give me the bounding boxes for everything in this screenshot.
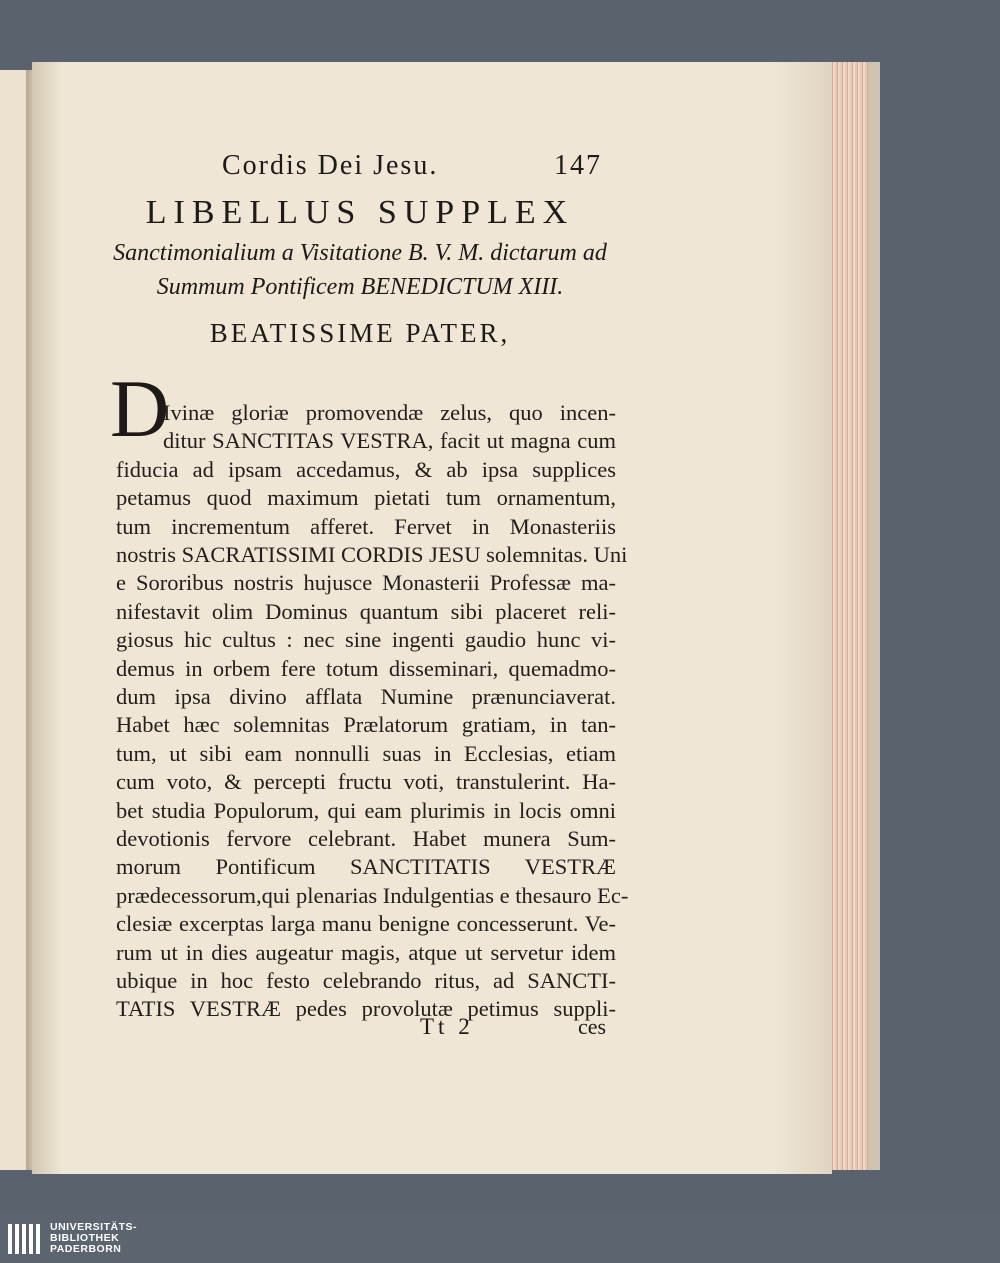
subtitle-line: Sanctimonialium a Visitatione B. V. M. dictarum ad <box>113 240 607 266</box>
body-line: petamus quod maximum pietati tum ornamentum, <box>116 485 616 511</box>
body-line: tum incrementum afferet. Fervet in Monasteriis <box>116 513 616 539</box>
subtitle-line: Summum Pontificem BENEDICTUM XIII. <box>156 274 564 300</box>
logo-line: PADERBORN <box>50 1243 122 1255</box>
signature-mark: Tt 2 <box>420 1014 474 1039</box>
drop-cap: D <box>110 363 170 454</box>
catchword: ces <box>578 1014 607 1039</box>
body-line: bet studia Populorum, qui eam plurimis in locis omni <box>116 797 616 823</box>
body-line: nifestavit olim Dominus quantum sibi placeret reli- <box>116 598 616 624</box>
footer-bar <box>0 1212 1000 1263</box>
body-line: ubique in hoc festo celebrando ritus, ad SANCTI- <box>116 968 616 993</box>
body-line: giosus hic cultus : nec sine ingenti gaudio hunc vi- <box>116 627 616 653</box>
running-header <box>222 150 602 190</box>
body-line: Ivinæ gloriæ promovendæ zelus, quo incen- <box>163 400 616 425</box>
body-line: nostris SACRATISSIMI CORDIS JESU solemnitas. Uni <box>116 542 628 567</box>
body-line: dum ipsa divino afflata Numine prænunciaverat. <box>116 684 616 709</box>
body-line: ditur SANCTITAS VESTRA, facit ut magna cum <box>163 428 616 454</box>
body-line: devotionis fervore celebrant. Habet munera Sum- <box>116 826 616 851</box>
body-line: prædecessorum,qui plenarias Indulgentias e thesauro Ec- <box>116 882 629 908</box>
library-logo-text <box>50 1222 137 1255</box>
salutation: BEATISSIME PATER, <box>209 318 511 348</box>
body-line: tum, ut sibi eam nonnulli suas in Ecclesias, etiam <box>116 740 616 766</box>
body-line: demus in orbem fere totum disseminari, quemadmo- <box>116 655 616 681</box>
body-line: morum Pontificum SANCTITATIS VESTRÆ <box>116 854 616 880</box>
body-line: e Sororibus nostris hujusce Monasterii Professæ ma- <box>116 570 616 596</box>
body-line: cum voto, & percepti fructu voti, transtulerint. Ha- <box>116 769 616 795</box>
body-line: rum ut in dies augeatur magis, atque ut servetur idem <box>116 939 616 965</box>
document-title: LIBELLUS SUPPLEX <box>145 194 575 231</box>
document-subtitle <box>100 236 620 304</box>
logo-line: BIBLIOTHEK <box>50 1232 120 1244</box>
running-title: Cordis Dei Jesu. <box>222 150 439 181</box>
page-number: 147 <box>554 150 602 181</box>
logo-line: UNIVERSITÄTS- <box>50 1221 138 1233</box>
library-logo-icon <box>8 1224 40 1254</box>
body-line: clesiæ excerptas larga manu benigne concesserunt. Ve- <box>116 911 616 937</box>
body-line: Habet hæc solemnitas Prælatorum gratiam, in tan- <box>116 712 616 738</box>
body-line: TATIS VESTRÆ pedes provolutæ petimus suppli- <box>116 996 616 1022</box>
body-line: fiducia ad ipsam accedamus, & ab ipsa supplices <box>116 456 616 482</box>
